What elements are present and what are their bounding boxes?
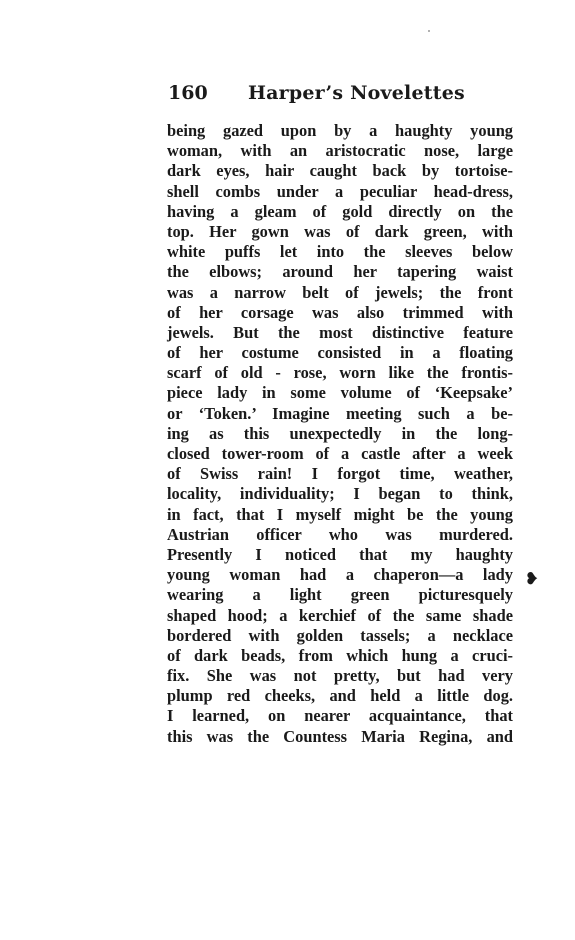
margin-ink-mark: ❥	[525, 569, 539, 588]
text-line: white puffs let into the sleeves below	[167, 242, 513, 262]
text-line: Presently I noticed that my haughty	[167, 544, 513, 564]
text-line: having a gleam of gold directly on the	[167, 201, 513, 221]
page-header	[168, 80, 513, 106]
text-line: of her corsage was also trimmed with	[167, 302, 513, 322]
body-text	[167, 121, 513, 747]
text-line: ing as this unexpectedly in the long-	[167, 423, 513, 443]
text-line: woman, with an aristocratic nose, large	[167, 141, 513, 161]
text-line: dark eyes, hair caught back by tortoise-	[167, 161, 513, 181]
text-line: shaped hood; a kerchief of the same shade	[167, 605, 513, 625]
text-line: top. Her gown was of dark green, with	[167, 221, 513, 241]
text-line: of her costume consisted in a floating	[167, 343, 513, 363]
text-line: plump red cheeks, and held a little dog.	[167, 686, 513, 706]
scan-speck	[428, 30, 430, 32]
text-line: the elbows; around her tapering waist	[167, 262, 513, 282]
text-line: scarf of old - rose, worn like the frontis-	[167, 363, 513, 383]
text-line: piece lady in some volume of ‘Keepsake’	[167, 383, 513, 403]
text-line: was a narrow belt of jewels; the front	[167, 282, 513, 302]
text-line: being gazed upon by a haughty young	[167, 121, 513, 140]
text-line: I learned, on nearer acquaintance, that	[167, 706, 513, 726]
running-head: Harper’s Novelettes	[248, 82, 465, 104]
text-line: closed tower-room of a castle after a week	[167, 444, 513, 463]
text-line: shell combs under a peculiar head-dress,	[167, 181, 513, 201]
text-line: or ‘Token.’ Imagine meeting such a be-	[167, 403, 513, 423]
text-line: Austrian officer who was murdered.	[167, 524, 513, 544]
text-line: young woman had a chaperon—a lady	[167, 565, 513, 585]
text-line: jewels. But the most distinctive feature	[167, 322, 513, 342]
text-line: locality, individuality; I began to think,	[167, 484, 513, 504]
text-line: in fact, that I myself might be the young	[167, 504, 513, 524]
text-line: wearing a light green picturesquely	[167, 585, 513, 605]
text-line: this was the Countess Maria Regina, and	[167, 726, 513, 746]
text-line: fix. She was not pretty, but had very	[167, 666, 513, 686]
text-line: of Swiss rain! I forgot time, weather,	[167, 464, 513, 484]
text-line: bordered with golden tassels; a necklace	[167, 625, 513, 645]
page-number: 160	[168, 82, 208, 104]
text-line: of dark beads, from which hung a cruci-	[167, 645, 513, 665]
